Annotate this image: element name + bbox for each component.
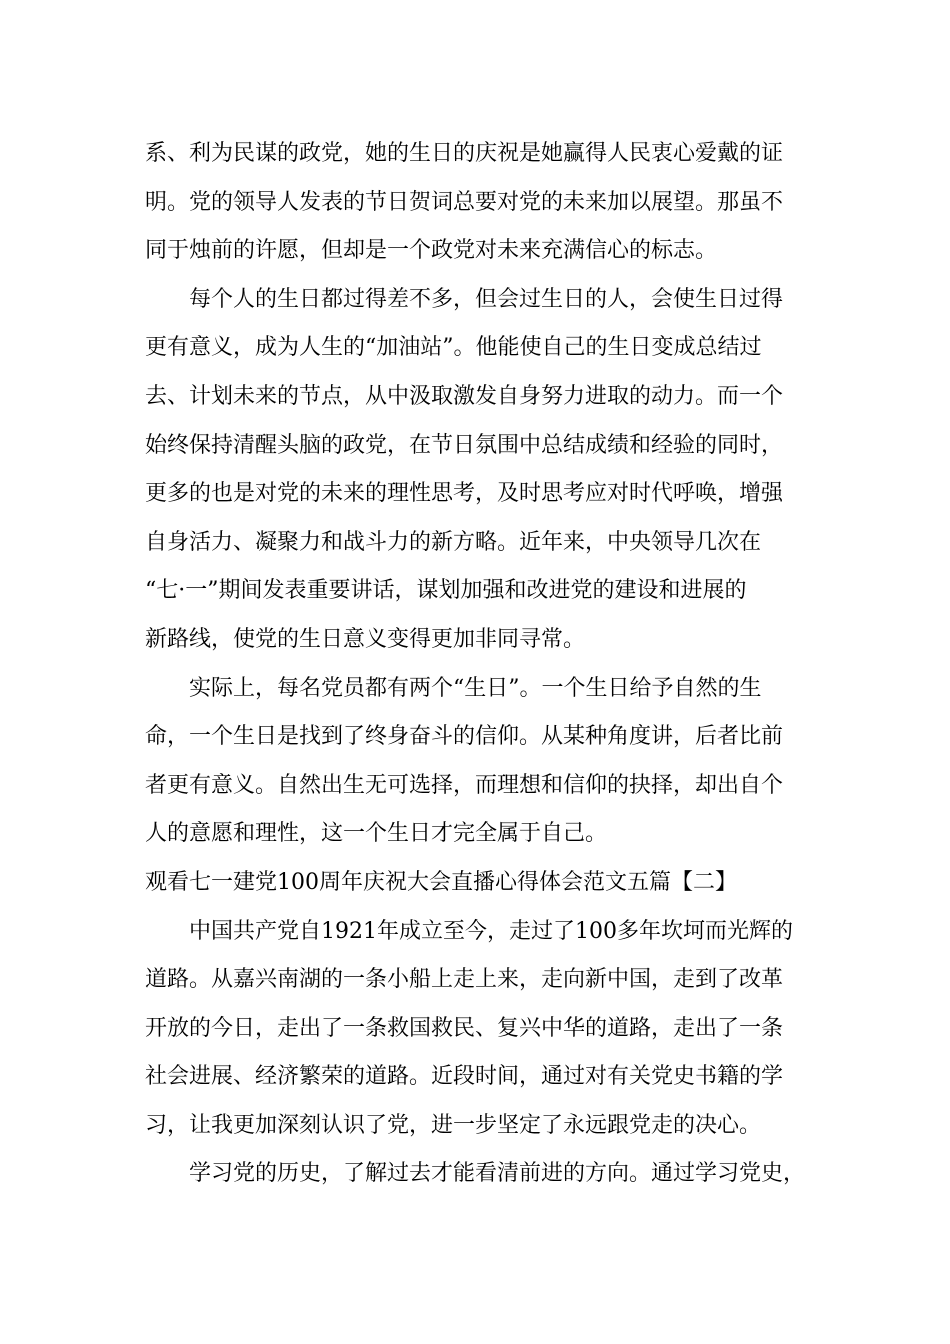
paragraph-start-line: 每个人的生日都过得差不多，但会过生日的人，会使生日过得 [189, 286, 784, 312]
text-line: 开放的今日，走出了一条救国救民、复兴中华的道路，走出了一条 [145, 1015, 784, 1041]
text-line: 系、利为民谋的政党，她的生日的庆祝是她赢得人民衷心爱戴的证 [145, 141, 784, 166]
text-line: 明。党的领导人发表的节日贺词总要对党的未来加以展望。那虽不 [145, 189, 784, 215]
text-line: 更多的也是对党的未来的理性思考，及时思考应对时代呼唤，增强 [145, 481, 784, 507]
text-line: 命，一个生日是找到了终身奋斗的信仰。从某种角度讲，后者比前 [145, 724, 784, 750]
paragraph-start-line: 实际上，每名党员都有两个“生日”。一个生日给予自然的生 [189, 675, 762, 701]
paragraph-start-line: 学习党的历史，了解过去才能看清前进的方向。通过学习党史， [189, 1161, 806, 1187]
text-line: 同于烛前的许愿，但却是一个政党对未来充满信心的标志。 [145, 238, 718, 264]
text-line: 者更有意义。自然出生无可选择，而理想和信仰的抉择，却出自个 [145, 772, 784, 798]
text-line: 人的意愿和理性，这一个生日才完全属于自己。 [145, 821, 608, 847]
text-line: 习，让我更加深刻认识了党，进一步坚定了永远跟党走的决心。 [145, 1112, 762, 1138]
document-body [145, 130, 815, 1199]
text-line: 社会进展、经济繁荣的道路。近段时间，通过对有关党史书籍的学 [145, 1064, 784, 1090]
section-heading: 观看七一建党100周年庆祝大会直播心得体会范文五篇【二】 [145, 869, 737, 895]
paragraph-start-line: 中国共产党自1921年成立至今，走过了100多年坎坷而光辉的 [189, 918, 793, 944]
text-line: “七·一”期间发表重要讲话，谋划加强和改进党的建设和进展的 [145, 578, 747, 604]
text-line: 道路。从嘉兴南湖的一条小船上走上来，走向新中国，走到了改革 [145, 967, 784, 993]
text-line: 始终保持清醒头脑的政党，在节日氛围中总结成绩和经验的同时， [145, 432, 784, 458]
text-line: 更有意义，成为人生的“加油站”。他能使自己的生日变成总结过 [145, 335, 762, 361]
text-line: 自身活力、凝聚力和战斗力的新方略。近年来，中央领导几次在 [145, 529, 762, 555]
text-line: 新路线，使党的生日意义变得更加非同寻常。 [145, 626, 586, 652]
text-line: 去、计划未来的节点，从中汲取激发自身努力进取的动力。而一个 [145, 383, 784, 409]
